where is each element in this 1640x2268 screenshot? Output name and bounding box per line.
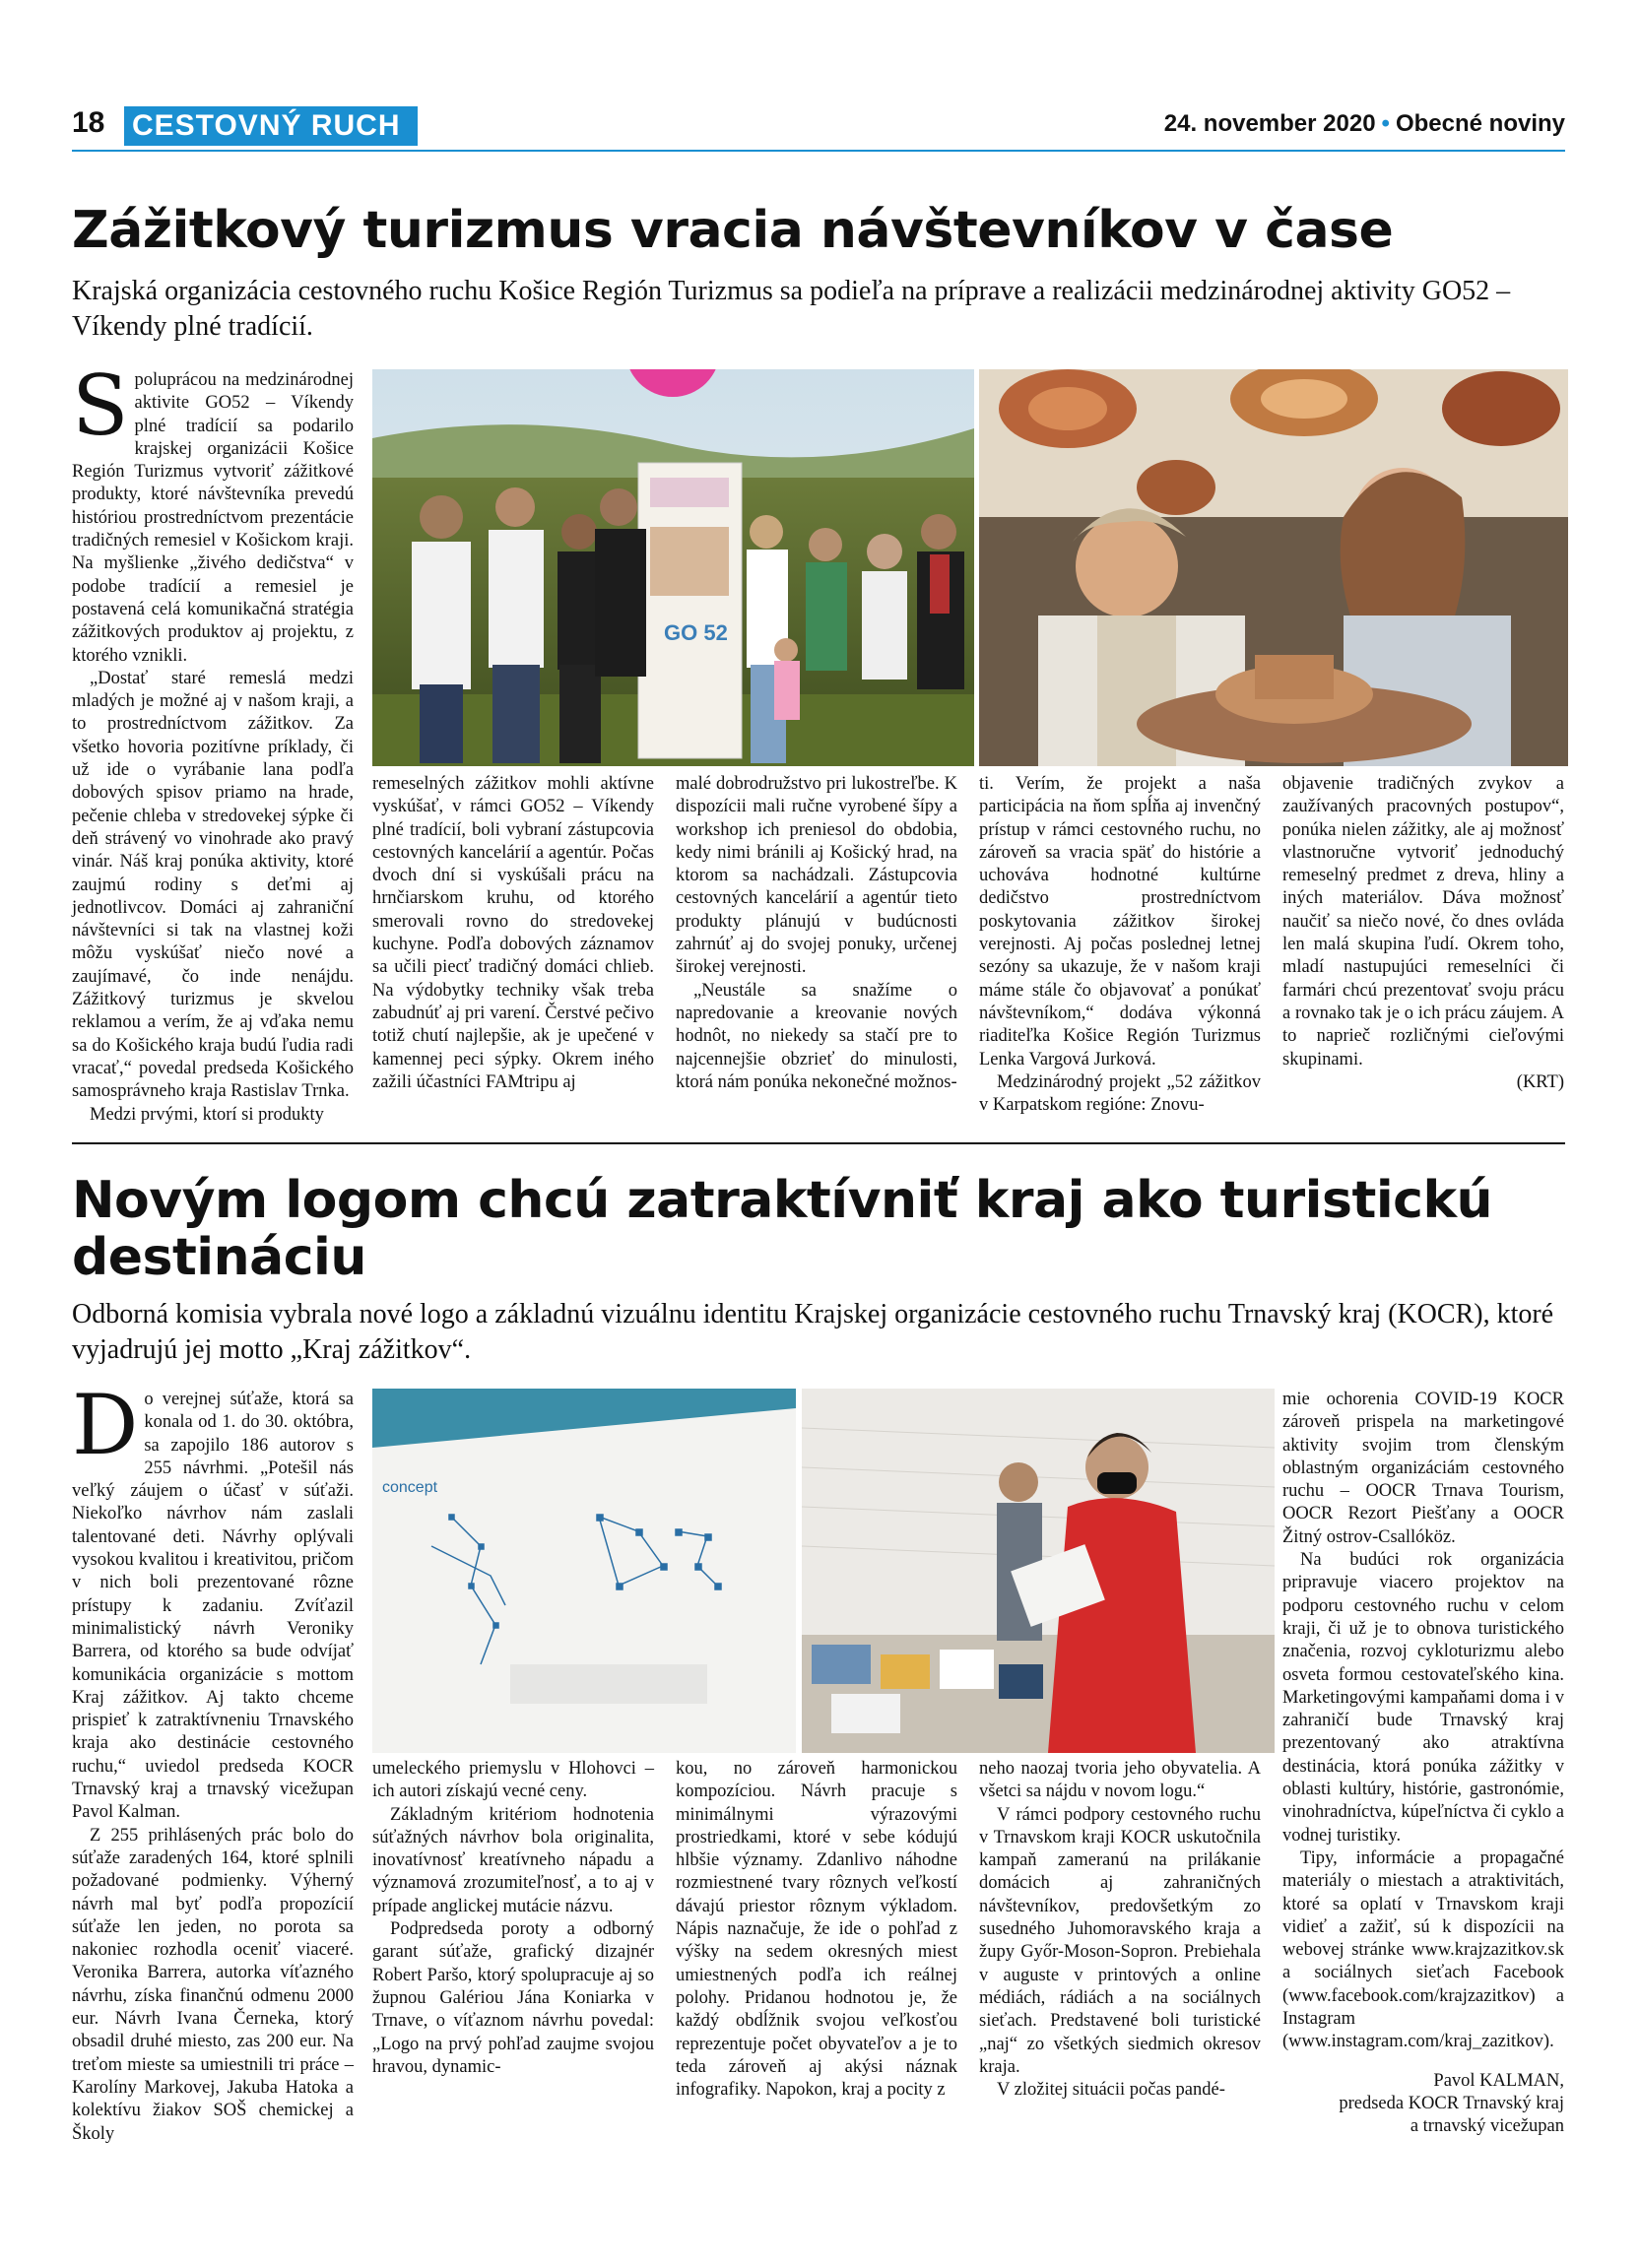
article1-column-2 [372,773,654,1123]
article1-column-5 [1282,773,1564,1123]
article2-column-3 [676,1758,957,2206]
author-name: Pavol KALMAN, [1433,2070,1564,2091]
photo-pottery-workshop-image [979,369,1568,766]
issue-date: 24. november 2020 [1163,110,1376,137]
article1-paragraph: malé dobrodružstvo pri lukostreľbe. K dispozícii mali ručne vyrobené šípy a workshop ich preniesol do obdobia, kedy nimi bránili aj Košický hrad, na ktorom sa nachádzali. Zástupcovia cestovných kancelárií a agentúr tieto produkty plánujú v budúcnosti zahrnúť aj do svojej ponuky, určenej širokej verejnosti. [676,774,957,978]
article2-paragraph: umeleckého priemyslu v Hlohovci – ich autori získajú vecné ceny. [372,1759,654,1802]
photo-group-vineyard [372,369,974,766]
article1-paragraph: Medzinárodný projekt „52 zážitkov v Karpatskom regióne: Znovu- [979,1071,1261,1116]
article2-paragraph: Základným kritériom hodnotenia súťažných návrhov bola originalita, inovatívnosť kreatívneho nápadu a významová zrozumiteľnosť, a to aj v prípade anglickej mutácie názvu. [372,1804,654,1916]
article2-paragraph: Podpredseda poroty a odborný garant súťaže, grafický dizajnér Robert Paršo, ktorý spolupracuje aj so župnou Galériou Jána Koniarka v Trnave, o víťaznom návrhu povedal: „Logo na prvý pohľad zaujme svojou hravou, dynamic- [372,1919,654,2077]
article1-credit: (KRT) [1516,1071,1564,1092]
article2-column-5 [1282,1389,1564,2206]
article1-column-3 [676,773,957,1123]
author-role: a trnavský vicežupan [1410,2116,1564,2137]
article1-paragraph: Medzi prvými, ktorí si produkty [90,1104,324,1125]
article1-paragraph: „Neustále sa snažíme o napredovanie a kreovanie nových hodnôt, no niekedy sa stačí pre to najcennejšie obzrieť do minulosti, ktorá nám ponúka nekonečné možnos- [676,980,957,1092]
section-label: CESTOVNÝ RUCH [124,106,418,146]
publication-name: Obecné noviny [1395,110,1565,137]
photo-logo-concept-image [372,1389,796,1753]
photo-group-vineyard-image [372,369,974,766]
article1-column-4 [979,773,1261,1123]
article2-lede: Odborná komisia vybrala nové logo a základnú vizuálnu identitu Krajskej organizácie cestovného ruchu Trnavský kraj (KOCR), ktoré vyjadrujú jej motto „Kraj zážitkov“. [72,1299,1554,1365]
article2-headline: Novým logom chcú zatraktívniť kraj ako turistickú destináciu [72,1171,1493,1287]
photo-jury-review-image [802,1389,1275,1753]
article2-column-2 [372,1758,654,2206]
article1-column-1 [72,357,354,1125]
photo-logo-concept [372,1389,796,1753]
separator-dot: • [1381,110,1390,137]
article2-column-1 [72,1377,354,2206]
article2-paragraph: V zložitej situácii počas pandé- [997,2080,1225,2101]
photo-jury-review [802,1389,1275,1753]
article1-paragraph: „Dostať staré remeslá medzi mladých je možné aj v našom kraji, a to prostredníctvom zážitkov. Za všetko hovoria pozitívne príklady, či už ide o vyrábanie lana podľa dobových spisov priamo na hrade, pečenie chleba v stredovekej sýpke či deň strávený vo vinohrade ako pravý vinár. Náš kraj ponúka aktivity, ktoré zaujmú rodiny s deťmi aj jednotlivcov. Domáci aj zahraniční návštevníci si tak na vlastnej koži môžu vyskúšať niečo nové a zaujímavé, čo inde nenájdu. Zážitkový turizmus je skvelou reklamou a verím, že aj vďaka nemu sa do Košického kraja budú ľudia radi vracať,“ povedal predseda Košického samosprávneho kraja Rastislav Trnka. [72,668,354,1102]
article-separator [72,1142,1565,1144]
issue-info [1164,110,1565,138]
header-rule [72,150,1565,152]
poster-label: concept [382,1479,438,1496]
article1-paragraph: objavenie tradičných zvykov a zaužívaných pracovných postupov“, ponúka nielen zážitky, ale aj možnosť vlastnoručne vytvoriť jednoduchý remeselný predmet z dreva, hliny a iných materiálov. Dáva možnosť naučiť sa niečo nové, čo dnes ovláda len malá skupina ľudí. Okrem toho, mladí nastupujúci remeselníci či farmári chcú prezentovať svoju prácu a rovnako tak je o ich prácu záujem. A to naprieč rozličnými cieľovými skupinami. [1282,774,1564,1069]
article2-paragraph: mie ochorenia COVID-19 KOCR zároveň prispela na marketingové aktivity svojim trom členským oblastným organizáciám cestovného ruchu – OOCR Trnava Tourism, OOCR Rezort Piešťany a OOCR Žitný ostrov-Csallóköz. [1282,1390,1564,1547]
article1-paragraph: Spoluprácou na medzinárodnej aktivite GO52 – Víkendy plné tradícií sa podarilo krajskej organizácii Košice Región Turizmus vytvoriť zážitkové produkty, ktoré návštevníka prevedú históriou prostredníctvom prezentácie tradičných remesiel v Košickom kraji. Na myšlienke „živého dedičstva“ v podobe tradícií a remesiel je postavená celá komunikačná stratégia zážitkových produktov aj projektu, z ktorého vznikli. [72,357,354,666]
article1-paragraph: ti. Verím, že projekt a naša participácia na ňom spĺňa aj invenčný prístup v rámci cestovného ruchu, no zároveň sa vracia späť do histórie a uchováva hodnotné kultúrne dedičstvo prostredníctvom poskytovania zážitkov širokej verejnosti. Aj počas poslednej letnej sezóny sa ukazuje, že v našom kraji máme stále čo objavovať a ponúkať návštevníkom,“ dodáva výkonná riaditeľka Košice Región Turizmus Lenka Vargová Jurková. [979,774,1261,1069]
dropcap: S [72,357,129,454]
article1-lede: Krajská organizácia cestovného ruchu Košice Región Turizmus sa podieľa na príprave a realizácii medzinárodnej aktivity GO52 – Víkendy plné tradícií. [72,276,1511,342]
author-signature [1282,2070,1564,2139]
article2-paragraph: Tipy, informácie a propagačné materiály o miestach a atraktivitách, ktoré sa oplatí v Trnavskom kraji vidieť a zažiť, sú k dispozícii na webovej stránke www.krajzazitkov.sk a sociálnych sieťach Facebook (www.facebook.com/krajzazitkov) a Instagram (www.instagram.com/kraj_zazitkov). [1282,1847,1564,2052]
article2-column-4 [979,1758,1261,2206]
banner-text: GO 52 [664,620,728,645]
article2-paragraph: Na budúci rok organizácia pripravuje viacero projektov na podporu cestovného ruchu v celom kraji, či už je to obnova turistického značenia, rozvoj cykloturizmu alebo osveta formou cestovateľského kina. Marketingovými kampaňami doma i v zahraničí bude Trnavský kraj prezentovaný ako atraktívna destinácia, ktorá ponúka zážitky v oblasti kultúry, histórie, gastronómie, vinohradníctva, kúpeľníctva či cyklo a vodnej turistiky. [1282,1550,1564,1846]
page-number: 18 [72,106,105,139]
article2-paragraph: Z 255 prihlásených prác bolo do súťaže zaradených 164, ktoré splnili požadované podmienky. Výherný návrh mal byť podľa propozícií súťaže len jeden, no porota sa nakoniec rozhodla oceniť viaceré. Veronika Barrera, autorka víťazného návrhu, získa finančnú odmenu 2000 eur. Návrh Ivana Černeka, ktorý obsadil druhé miesto, zas 200 eur. Na treťom mieste sa umiestnili tri práce – Karolíny Markovej, Jakuba Hatoka a kolektívu žiakov SOŠ chemickej a Školy [72,1825,354,2144]
article2-paragraph: Do verejnej súťaže, ktorá sa konala od 1. do 30. októbra, sa zapojilo 186 autorov s 255 návrhmi. „Potešil nás veľký záujem o účasť v súťaži. Niekoľko návrhov nám zaslali talentované deti. Návrhy oplývali vysokou kvalitou i kreativitou, pričom v nich boli prezentované rôzne prístupy k zadaniu. Zvíťazil minimalistický návrh Veroniky Barrera, od ktorého sa bude odvíjať komunikácia organizácie s mottom Kraj zážitkov. Aj takto chceme prispieť k zatraktívneniu Trnavského kraja ako destinácie cestovného ruchu,“ uviedol predseda KOCR Trnavský kraj a trnavský vicežupan Pavol Kalman. [72,1377,354,1823]
article1-headline: Zážitkový turizmus vracia návštevníkov v čase [72,201,1394,260]
author-role: predseda KOCR Trnavský kraj [1339,2093,1564,2113]
article1-paragraph: remeselných zážitkov mohli aktívne vyskúšať, v rámci GO52 – Víkendy plné tradícií, boli vybraní zástupcovia cestovných kancelárií a agentúr. Počas dvoch dní si vyskúšali prácu na hrnčiarskom kruhu, od ktorého smerovali rovno do stredovekej kuchyne. Podľa dobových záznamov sa učili piecť tradičný domáci chlieb. Na výdobytky techniky však treba zabudnúť aj pri varení. Čerstvé pečivo totiž chutí najlepšie, ak je upečené v kamennej peci sýpky. Okrem iného zažili účastníci FAMtripu aj [372,774,654,1092]
article2-paragraph: V rámci podpory cestovného ruchu v Trnavskom kraji KOCR uskutočnila kampaň zameranú na prilákanie domácich aj zahraničných návštevníkov, predovšetkým zo susedného Juhomoravského kraja a župy Győr-Moson-Sopron. Prebiehala v auguste v printových a online médiách, rádiách a na sociálnych sieťach. Predstavené boli turistické „naj“ zo všetkých siedmich okresov kraja. [979,1804,1261,2077]
article2-paragraph: kou, no zároveň harmonickou kompozíciou. Návrh pracuje s minimálnymi výrazovými prostriedkami, ktoré v sebe kódujú hlbšie významy. Zdanlivo náhodne rozmiestnené tvary rôznych veľkostí dávajú priestor rôznym výkladom. Nápis naznačuje, že ide o pohľad z výšky na sedem okresných miest umiestnených podľa ich reálnej polohy. Pridanou hodnotou je, že každý obdĺžnik svojou veľkosťou reprezentuje počet obyvateľov a je to teda zároveň aj akýsi náznak infografiky. Napokon, kraj a pocity z [676,1759,957,2101]
photo-pottery-workshop [979,369,1568,766]
article2-paragraph: neho naozaj tvoria jeho obyvatelia. A všetci sa nájdu v novom logu.“ [979,1759,1261,1802]
dropcap: D [72,1377,139,1473]
